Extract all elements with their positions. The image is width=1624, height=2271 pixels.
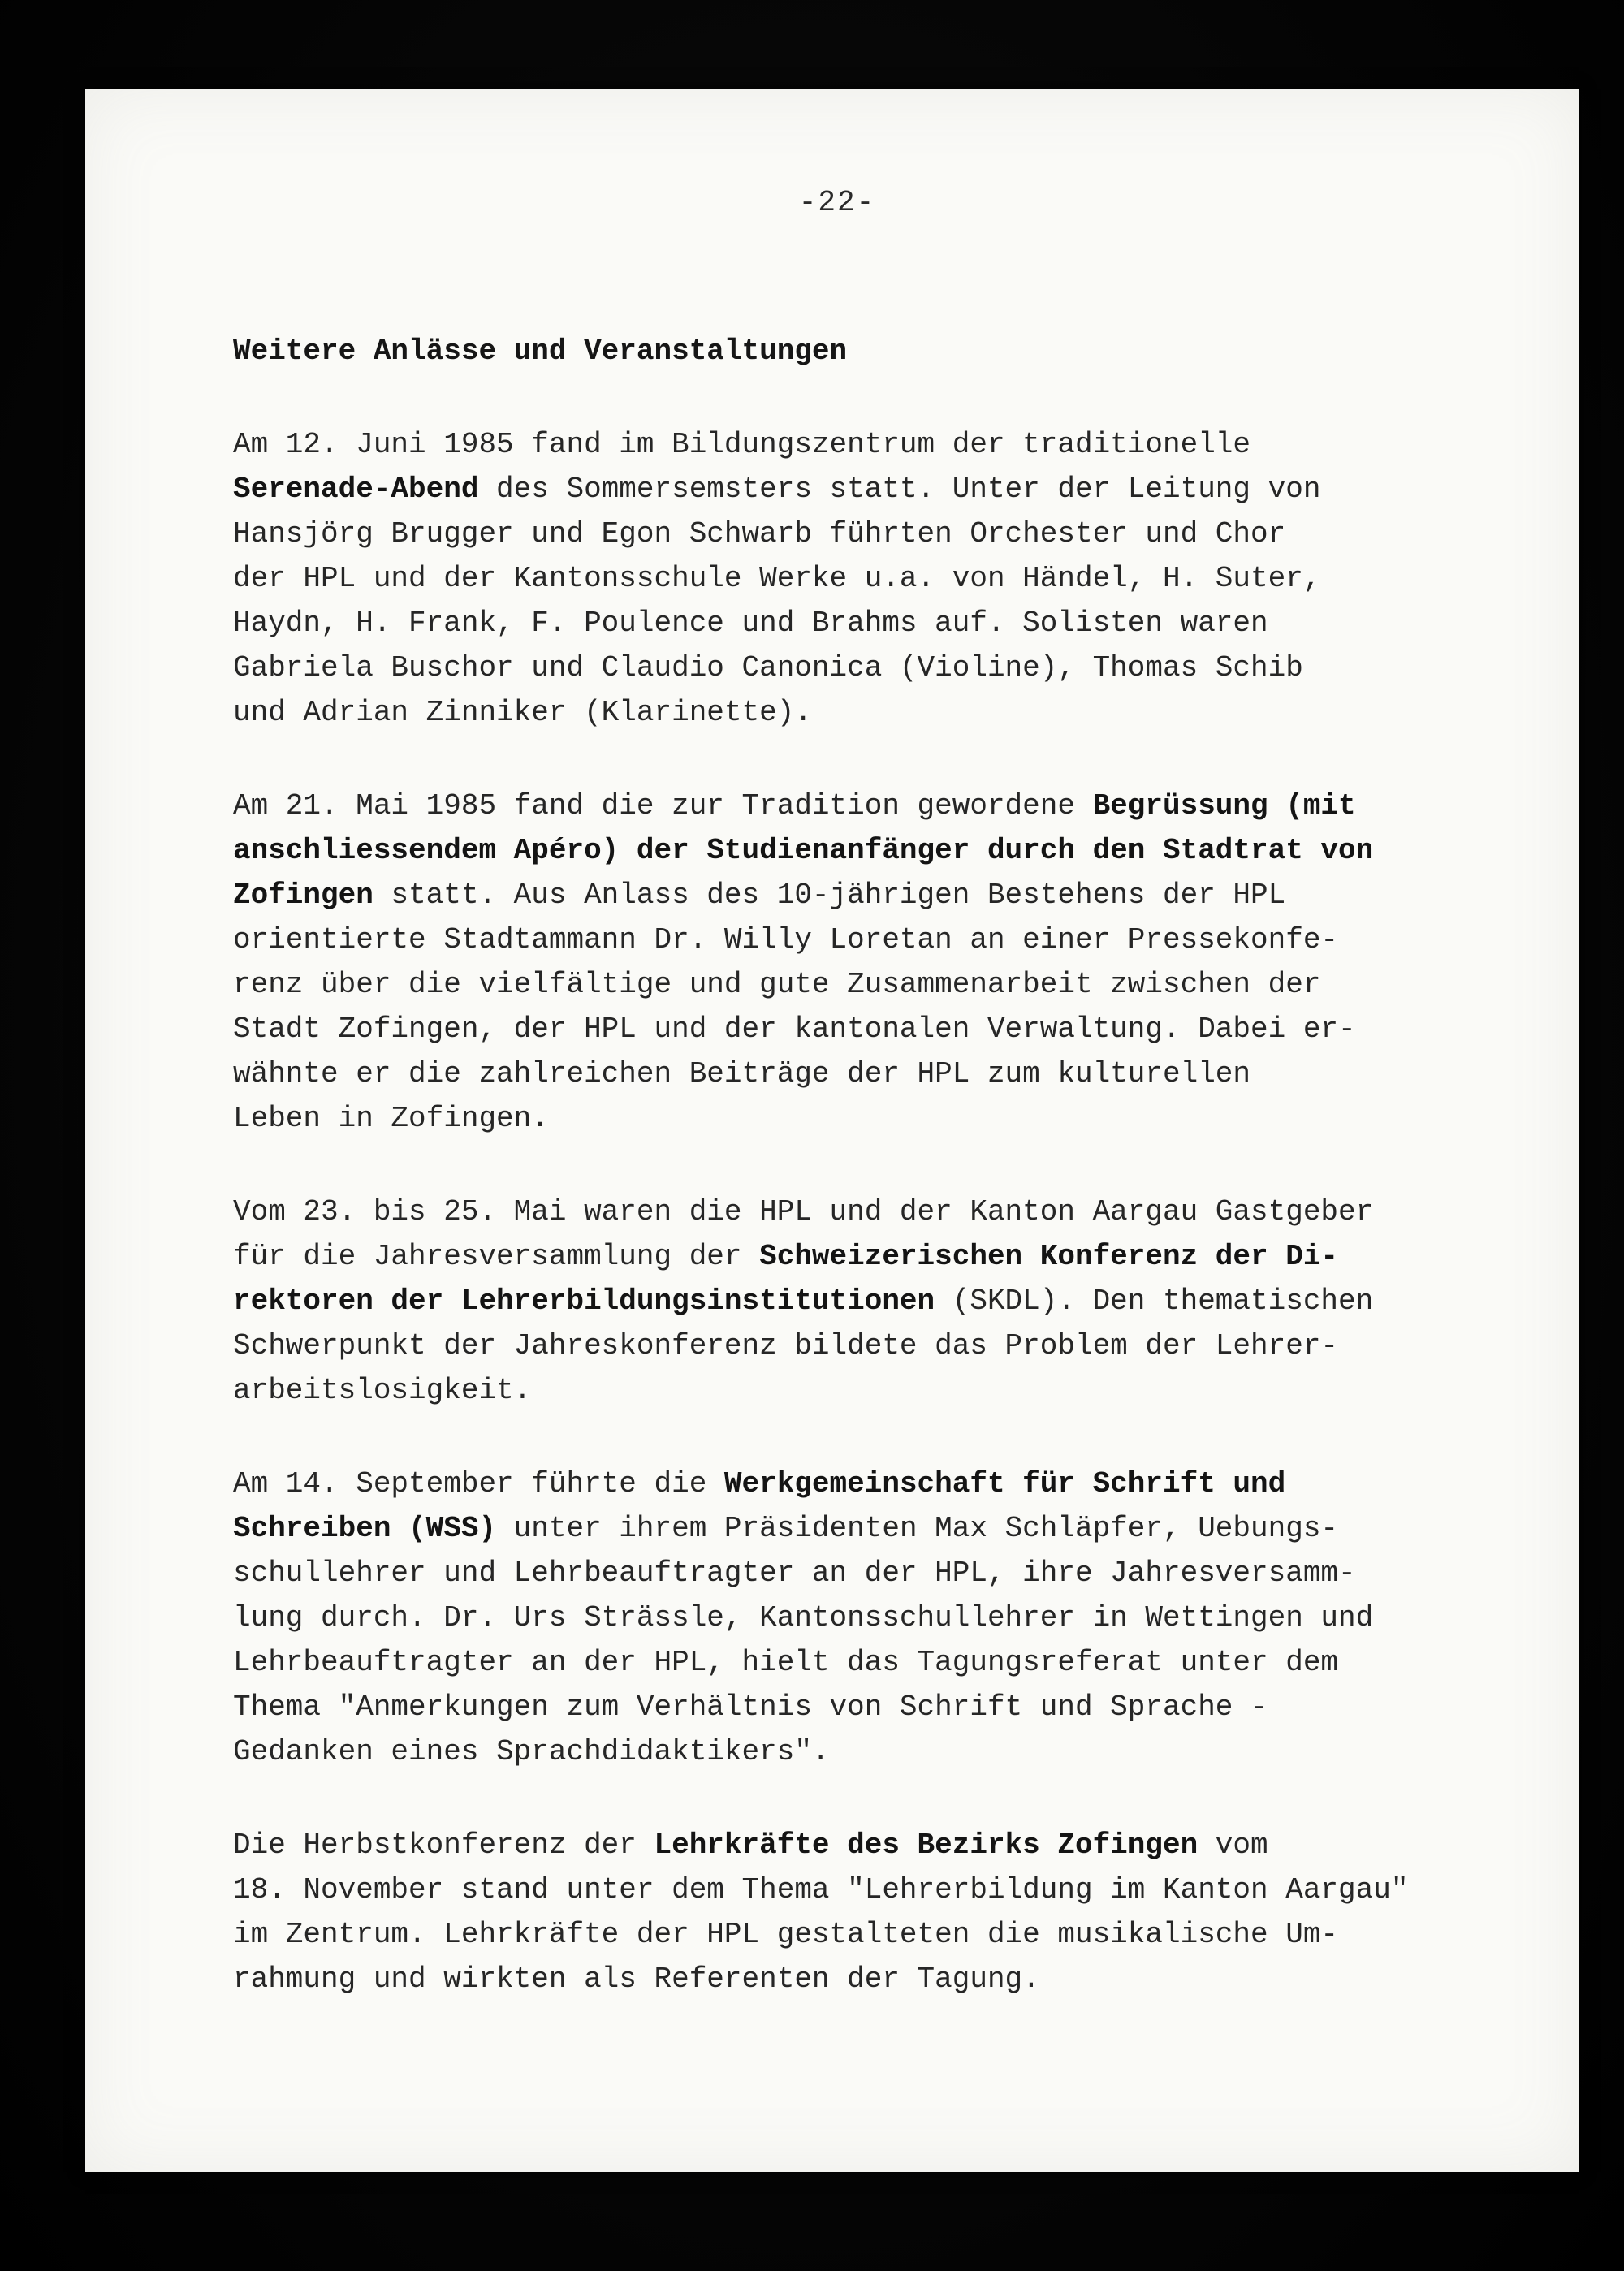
text-line xyxy=(233,556,1441,601)
text-line xyxy=(233,1323,1441,1368)
text-line xyxy=(233,422,1441,467)
text-line xyxy=(233,601,1441,645)
text-line xyxy=(233,1551,1441,1595)
text-run: (SKDL). Den thematischen xyxy=(935,1284,1374,1318)
text-run: Leben in Zofingen. xyxy=(233,1102,549,1135)
text-line xyxy=(233,690,1441,735)
bold-text-run: Schreiben (WSS) xyxy=(233,1512,497,1545)
text-run: Am 21. Mai 1985 fand die zur Tradition gewordene xyxy=(233,789,1093,822)
bold-text-run: Schweizerischen Konferenz der Di- xyxy=(759,1240,1339,1273)
text-run: im Zentrum. Lehrkräfte der HPL gestalteten die musikalische Um- xyxy=(233,1918,1339,1951)
text-run: des Sommersemsters statt. Unter der Leitung von xyxy=(478,473,1321,506)
text-run: Stadt Zofingen, der HPL und der kantonalen Verwaltung. Dabei er- xyxy=(233,1012,1356,1046)
bold-text-run: Lehrkräfte des Bezirks Zofingen xyxy=(654,1828,1199,1862)
paragraph xyxy=(233,422,1441,735)
text-line xyxy=(233,1279,1441,1323)
text-run: Schwerpunkt der Jahreskonferenz bildete das Problem der Lehrer- xyxy=(233,1329,1339,1362)
document-heading: Weitere Anlässe und Veranstaltungen xyxy=(233,335,848,368)
text-line xyxy=(233,1461,1441,1506)
text-line xyxy=(233,1189,1441,1234)
text-line xyxy=(233,1867,1441,1912)
text-line xyxy=(233,962,1441,1007)
text-run: statt. Aus Anlass des 10-jährigen Bestehens der HPL xyxy=(373,879,1286,912)
text-run: und Adrian Zinniker (Klarinette). xyxy=(233,696,812,729)
text-line xyxy=(233,828,1441,873)
text-run: Thema "Anmerkungen zum Verhältnis von Schrift und Sprache - xyxy=(233,1690,1268,1724)
text-run: der HPL und der Kantonsschule Werke u.a. von Händel, H. Suter, xyxy=(233,562,1321,595)
text-run: wähnte er die zahlreichen Beiträge der HPL zum kulturellen xyxy=(233,1057,1251,1090)
text-line xyxy=(233,1595,1441,1640)
text-run: Am 14. September führte die xyxy=(233,1467,724,1500)
text-run: Die Herbstkonferenz der xyxy=(233,1828,654,1862)
text-run: Vom 23. bis 25. Mai waren die HPL und der Kanton Aargau Gastgeber xyxy=(233,1195,1374,1228)
scan-page xyxy=(85,89,1579,2172)
text-line xyxy=(233,467,1441,512)
text-line xyxy=(233,1506,1441,1551)
text-run: für die Jahresversammlung der xyxy=(233,1240,760,1273)
text-run: Hansjörg Brugger und Egon Schwarb führten Orchester und Chor xyxy=(233,517,1286,550)
document-text xyxy=(233,422,1441,2001)
text-line xyxy=(233,1234,1441,1279)
text-line xyxy=(233,1685,1441,1729)
text-run: lung durch. Dr. Urs Strässle, Kantonsschullehrer in Wettingen und xyxy=(233,1601,1374,1634)
text-run: schullehrer und Lehrbeauftragter an der HPL, ihre Jahresversamm- xyxy=(233,1556,1356,1590)
text-line xyxy=(233,1957,1441,2001)
text-line xyxy=(233,1007,1441,1051)
text-run: Gedanken eines Sprachdidaktikers". xyxy=(233,1735,830,1768)
text-line xyxy=(233,1912,1441,1957)
text-run: arbeitslosigkeit. xyxy=(233,1374,532,1407)
paragraph xyxy=(233,1823,1441,2001)
text-run: 18. November stand unter dem Thema "Lehrerbildung im Kanton Aargau" xyxy=(233,1873,1409,1906)
text-run: renz über die vielfältige und gute Zusammenarbeit zwischen der xyxy=(233,968,1321,1001)
text-run: orientierte Stadtammann Dr. Willy Loretan an einer Pressekonfe- xyxy=(233,923,1339,956)
bold-text-run: Begrüssung (mit xyxy=(1092,789,1356,822)
bold-text-run: anschliessendem Apéro) der Studienanfänger durch den Stadtrat von xyxy=(233,834,1374,867)
text-run: vom xyxy=(1198,1828,1268,1862)
text-line xyxy=(233,1640,1441,1685)
text-line xyxy=(233,784,1441,828)
bold-text-run: rektoren der Lehrerbildungsinstitutionen xyxy=(233,1284,935,1318)
text-line xyxy=(233,512,1441,556)
text-run: Haydn, H. Frank, F. Poulence und Brahms auf. Solisten waren xyxy=(233,607,1268,640)
text-run: rahmung und wirkten als Referenten der Tagung. xyxy=(233,1962,1040,1996)
text-line xyxy=(233,1368,1441,1413)
bold-text-run: Serenade-Abend xyxy=(233,473,479,506)
text-line xyxy=(233,873,1441,917)
text-line xyxy=(233,645,1441,690)
paragraph xyxy=(233,784,1441,1141)
text-line xyxy=(233,1823,1441,1867)
text-run: unter ihrem Präsidenten Max Schläpfer, Uebungs- xyxy=(496,1512,1339,1545)
bold-text-run: Zofingen xyxy=(233,879,374,912)
bold-text-run: Werkgemeinschaft für Schrift und xyxy=(723,1467,1286,1500)
text-run: Lehrbeauftragter an der HPL, hielt das Tagungsreferat unter dem xyxy=(233,1646,1339,1679)
text-run: Am 12. Juni 1985 fand im Bildungszentrum der traditionelle xyxy=(233,428,1251,461)
text-line xyxy=(233,1729,1441,1774)
text-line xyxy=(233,1096,1441,1141)
text-run: Gabriela Buschor und Claudio Canonica (Violine), Thomas Schib xyxy=(233,651,1303,684)
text-line xyxy=(233,1051,1441,1096)
paragraph xyxy=(233,1189,1441,1413)
page-number: -22- xyxy=(798,186,876,219)
paragraph xyxy=(233,1461,1441,1774)
page-content xyxy=(85,89,1579,2001)
text-line xyxy=(233,917,1441,962)
